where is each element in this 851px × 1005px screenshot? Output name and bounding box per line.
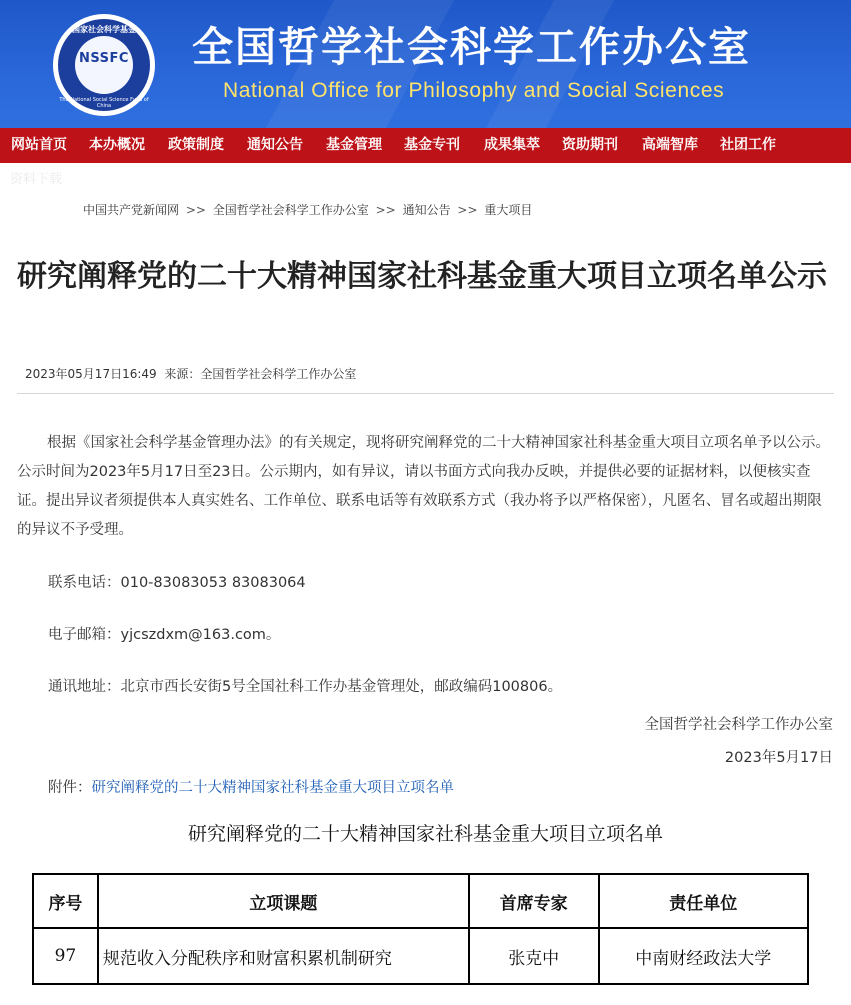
site-header — [0, 0, 851, 128]
attachment-label: 附件： — [48, 780, 92, 796]
breadcrumb-item[interactable]: 全国哲学社会科学工作办公室 — [212, 203, 369, 217]
article-title: 研究阐释党的二十大精神国家社科基金重大项目立项名单公示 — [17, 259, 827, 294]
nav-item-notices[interactable]: 通知公告 — [247, 137, 303, 153]
breadcrumb-separator: >> — [185, 203, 206, 217]
article-date: 2023年05月17日16:49 — [25, 367, 157, 381]
column-header-chief-expert: 首席专家 — [469, 874, 599, 928]
nav-item-downloads[interactable]: 资料下载 — [10, 172, 63, 187]
breadcrumb-separator: >> — [457, 203, 478, 217]
cell-institution: 中南财经政法大学 — [599, 928, 808, 984]
main-nav — [0, 128, 851, 163]
cell-topic: 规范收入分配秩序和财富积累机制研究 — [98, 928, 469, 984]
contact-email: 电子邮箱：yjcszdxm@163.com。 — [48, 627, 281, 643]
divider — [17, 393, 834, 394]
nssfc-logo[interactable] — [53, 14, 155, 116]
nav-item-achievements[interactable]: 成果集萃 — [484, 137, 540, 153]
breadcrumb-separator: >> — [375, 203, 396, 217]
table-header-row — [33, 874, 808, 928]
breadcrumb-item[interactable]: 重大项目 — [484, 203, 533, 217]
logo-ring-text-cn: 国家社会科学基金 — [72, 25, 136, 34]
nav-item-fund-journal[interactable]: 基金专刊 — [404, 137, 460, 153]
nav-item-about[interactable]: 本办概况 — [89, 137, 145, 153]
nav-item-fund-management[interactable]: 基金管理 — [326, 137, 382, 153]
article-meta — [25, 365, 356, 382]
logo-ring-text-en: The National Social Science Fund of China — [59, 97, 149, 109]
article-source: 来源：全国哲学社会科学工作办公室 — [164, 367, 357, 381]
site-title-en: National Office for Philosophy and Social Sciences — [223, 79, 725, 102]
nav-item-societies[interactable]: 社团工作 — [720, 137, 776, 153]
cell-chief-expert: 张克中 — [469, 928, 599, 984]
breadcrumb-item[interactable]: 中国共产党新闻网 — [83, 203, 180, 217]
table-row — [33, 928, 808, 984]
cell-no: 97 — [33, 928, 98, 984]
column-header-no: 序号 — [33, 874, 98, 928]
column-header-topic: 立项课题 — [98, 874, 469, 928]
article-body: 根据《国家社会科学基金管理办法》的有关规定，现将研究阐释党的二十大精神国家社科基金重大项目立项名单予以公示。公示时间为2023年5月17日至23日。公示期内，如有异议，请以书面方式向我办反映，并提供必要的证据材料，以便核实查证。提出异议者须提供本人真实姓名、工作单位、联系电话等有效联系方式（我办将予以严格保密），凡匿名、冒名或超出期限的异议不予受理。 — [17, 435, 830, 538]
nav-overflow-row — [0, 163, 851, 185]
nav-item-think-tanks[interactable]: 高端智库 — [642, 137, 698, 153]
attachment-link[interactable]: 研究阐释党的二十大精神国家社科基金重大项目立项名单 — [91, 780, 454, 796]
breadcrumb-item[interactable]: 通知公告 — [402, 203, 451, 217]
signature: 全国哲学社会科学工作办公室 — [644, 717, 833, 733]
project-table — [32, 873, 809, 985]
site-title: 全国哲学社会科学工作办公室 — [192, 23, 751, 71]
table-title: 研究阐释党的二十大精神国家社科基金重大项目立项名单 — [187, 823, 663, 845]
nav-item-funded-journals[interactable]: 资助期刊 — [562, 137, 618, 153]
column-header-institution: 责任单位 — [599, 874, 808, 928]
nav-item-home[interactable]: 网站首页 — [11, 137, 67, 153]
attachment — [48, 776, 454, 797]
contact-phone: 联系电话：010-83083053 83083064 — [48, 575, 306, 591]
contact-address: 通讯地址：北京市西长安街5号全国社科工作办基金管理处，邮政编码100806。 — [48, 679, 563, 695]
signature-date: 2023年5月17日 — [724, 750, 833, 766]
logo-acronym: NSSFC — [79, 51, 129, 66]
breadcrumb — [83, 201, 532, 218]
nav-item-policy[interactable]: 政策制度 — [168, 137, 224, 153]
